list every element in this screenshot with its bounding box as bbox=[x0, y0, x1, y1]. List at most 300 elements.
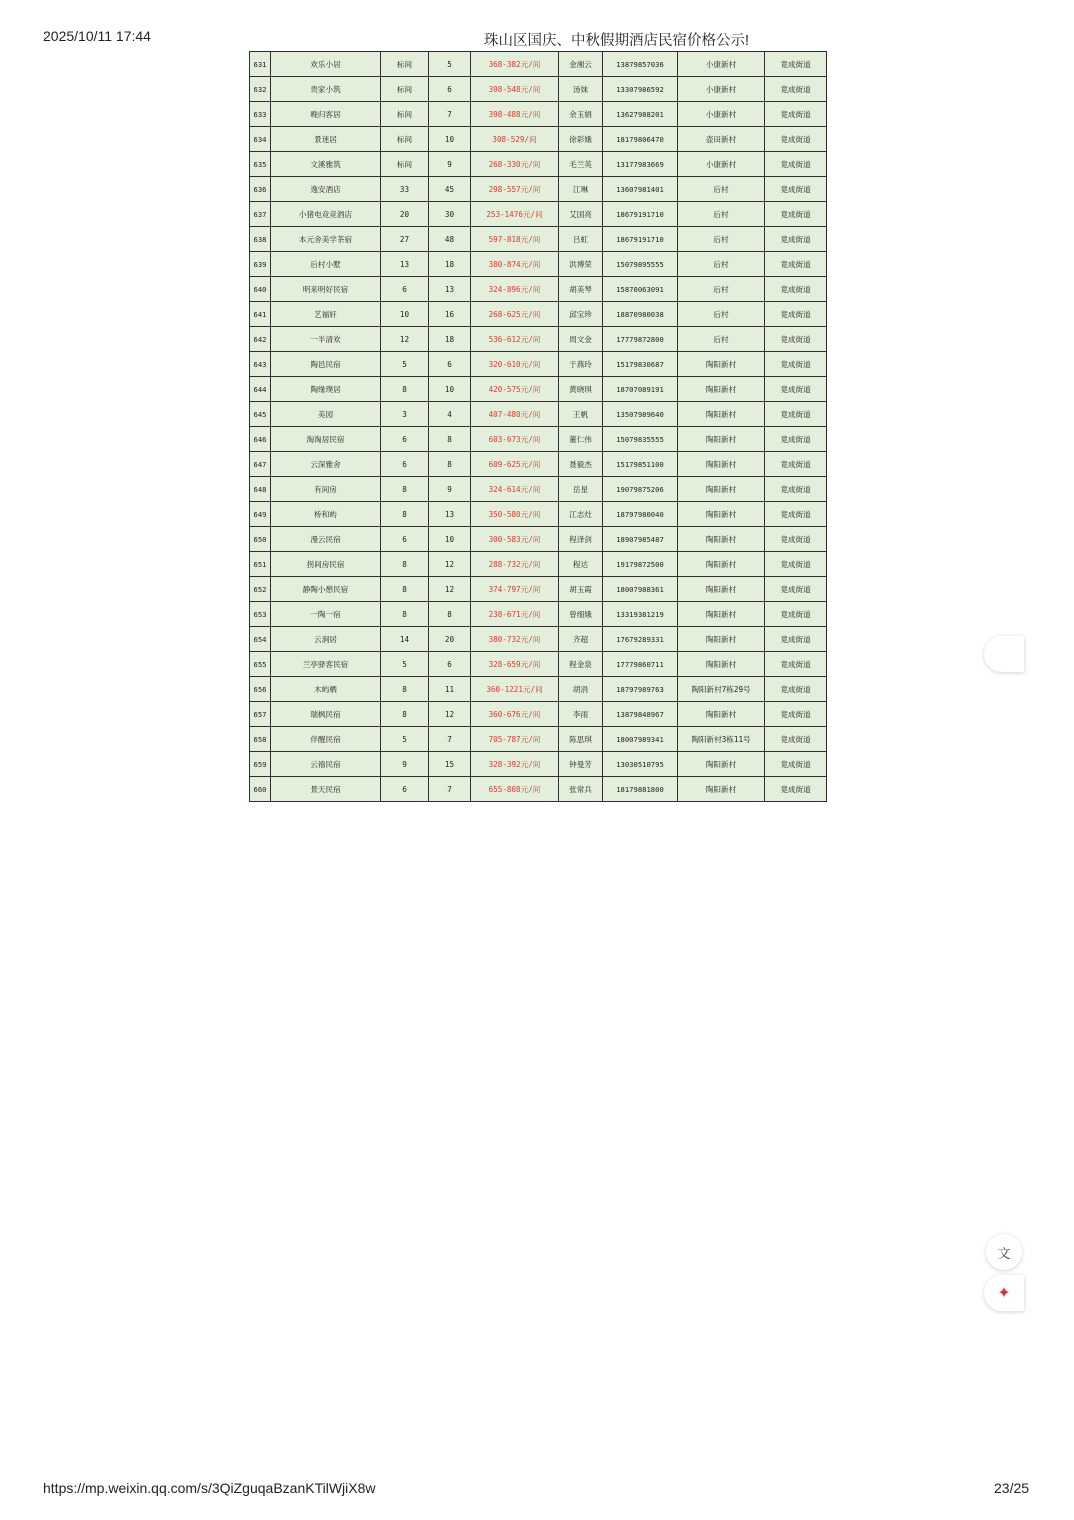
address-cell: 陶阳新村 bbox=[678, 377, 765, 402]
price-range-cell: 398-488元/间 bbox=[471, 102, 559, 127]
phone-number-cell: 18870980038 bbox=[603, 302, 678, 327]
price-range-cell: 298-557元/间 bbox=[471, 177, 559, 202]
contact-name-cell: 聂毅杰 bbox=[559, 452, 603, 477]
table-row bbox=[250, 702, 827, 727]
room-type-cell: 8 bbox=[381, 602, 429, 627]
address-cell: 陶阳新村 bbox=[678, 452, 765, 477]
contact-name-cell: 吕虹 bbox=[559, 227, 603, 252]
document-title: 珠山区国庆、中秋假期酒店民宿价格公示! bbox=[484, 33, 750, 49]
table-row bbox=[250, 52, 827, 77]
room-count-cell: 4 bbox=[429, 402, 471, 427]
row-id-cell: 645 bbox=[250, 402, 271, 427]
price-range-cell: 350-580元/间 bbox=[471, 502, 559, 527]
price-range-cell: 597-818元/间 bbox=[471, 227, 559, 252]
table-row bbox=[250, 202, 827, 227]
address-cell: 后村 bbox=[678, 302, 765, 327]
street-cell: 竟成街道 bbox=[765, 452, 827, 477]
price-range-cell: 308-529/间 bbox=[471, 127, 559, 152]
price-range-cell: 268-330元/间 bbox=[471, 152, 559, 177]
address-cell: 小康新村 bbox=[678, 77, 765, 102]
room-type-cell: 5 bbox=[381, 652, 429, 677]
phone-number-cell: 15870063091 bbox=[603, 277, 678, 302]
price-range-cell: 328-392元/间 bbox=[471, 752, 559, 777]
table-row bbox=[250, 752, 827, 777]
street-cell: 竟成街道 bbox=[765, 227, 827, 252]
table-row bbox=[250, 227, 827, 252]
room-count-cell: 10 bbox=[429, 377, 471, 402]
room-type-cell: 6 bbox=[381, 527, 429, 552]
property-name-cell: 一陶一宿 bbox=[271, 602, 381, 627]
page-number: 23/25 bbox=[994, 1480, 1030, 1496]
table-row bbox=[250, 177, 827, 202]
property-name-cell: 漫云民宿 bbox=[271, 527, 381, 552]
row-id-cell: 658 bbox=[250, 727, 271, 752]
address-cell: 小康新村 bbox=[678, 152, 765, 177]
street-cell: 竟成街道 bbox=[765, 402, 827, 427]
property-name-cell: 有间房 bbox=[271, 477, 381, 502]
property-name-cell: 艺福轩 bbox=[271, 302, 381, 327]
room-count-cell: 5 bbox=[429, 52, 471, 77]
street-cell: 竟成街道 bbox=[765, 602, 827, 627]
table-row bbox=[250, 302, 827, 327]
price-range-cell: 655-808元/间 bbox=[471, 777, 559, 802]
street-cell: 竟成街道 bbox=[765, 577, 827, 602]
table-row bbox=[250, 252, 827, 277]
property-name-cell: 陶缘璞居 bbox=[271, 377, 381, 402]
street-cell: 竟成街道 bbox=[765, 752, 827, 777]
phone-number-cell: 13607981401 bbox=[603, 177, 678, 202]
price-range-cell: 328-659元/间 bbox=[471, 652, 559, 677]
contact-name-cell: 余玉娟 bbox=[559, 102, 603, 127]
price-range-cell: 374-797元/间 bbox=[471, 577, 559, 602]
contact-name-cell: 王帆 bbox=[559, 402, 603, 427]
print-date: 2025/10/11 17:44 bbox=[43, 28, 151, 44]
phone-number-cell: 18679191710 bbox=[603, 227, 678, 252]
contact-name-cell: 邱宝珍 bbox=[559, 302, 603, 327]
phone-number-cell: 13879857036 bbox=[603, 52, 678, 77]
property-name-cell: 桥和屿 bbox=[271, 502, 381, 527]
price-range-cell: 320-610元/间 bbox=[471, 352, 559, 377]
table-row bbox=[250, 477, 827, 502]
contact-name-cell: 陈思琪 bbox=[559, 727, 603, 752]
row-id-cell: 648 bbox=[250, 477, 271, 502]
address-cell: 小康新村 bbox=[678, 102, 765, 127]
room-count-cell: 12 bbox=[429, 702, 471, 727]
contact-name-cell: 江琳 bbox=[559, 177, 603, 202]
table-row bbox=[250, 677, 827, 702]
room-count-cell: 45 bbox=[429, 177, 471, 202]
phone-number-cell: 13307986592 bbox=[603, 77, 678, 102]
price-range-cell: 300-583元/间 bbox=[471, 527, 559, 552]
price-range-cell: 380-874元/间 bbox=[471, 252, 559, 277]
property-name-cell: 伴醒民宿 bbox=[271, 727, 381, 752]
row-id-cell: 660 bbox=[250, 777, 271, 802]
table-row bbox=[250, 427, 827, 452]
price-range-cell: 398-548元/间 bbox=[471, 77, 559, 102]
row-id-cell: 639 bbox=[250, 252, 271, 277]
address-cell: 后村 bbox=[678, 252, 765, 277]
room-type-cell: 5 bbox=[381, 352, 429, 377]
phone-number-cell: 19079875206 bbox=[603, 477, 678, 502]
row-id-cell: 651 bbox=[250, 552, 271, 577]
room-count-cell: 6 bbox=[429, 77, 471, 102]
room-count-cell: 30 bbox=[429, 202, 471, 227]
contact-name-cell: 钟曼芳 bbox=[559, 752, 603, 777]
price-range-cell: 253-1476元/间 bbox=[471, 202, 559, 227]
price-range-cell: 324-614元/间 bbox=[471, 477, 559, 502]
property-name-cell: 晚归客居 bbox=[271, 102, 381, 127]
street-cell: 竟成街道 bbox=[765, 477, 827, 502]
room-count-cell: 8 bbox=[429, 452, 471, 477]
row-id-cell: 646 bbox=[250, 427, 271, 452]
address-cell: 后村 bbox=[678, 327, 765, 352]
translate-icon: 文 bbox=[997, 1245, 1011, 1261]
property-name-cell: 小猪电竞竞酒店 bbox=[271, 202, 381, 227]
table-row bbox=[250, 127, 827, 152]
street-cell: 竟成街道 bbox=[765, 302, 827, 327]
room-type-cell: 8 bbox=[381, 552, 429, 577]
address-cell: 后村 bbox=[678, 202, 765, 227]
room-type-cell: 3 bbox=[381, 402, 429, 427]
price-range-cell: 603-673元/间 bbox=[471, 427, 559, 452]
price-range-cell: 368-382元/间 bbox=[471, 52, 559, 77]
room-count-cell: 8 bbox=[429, 602, 471, 627]
property-name-cell: 瑞枫民宿 bbox=[271, 702, 381, 727]
room-count-cell: 7 bbox=[429, 727, 471, 752]
property-name-cell: 淘淘居民宿 bbox=[271, 427, 381, 452]
room-count-cell: 13 bbox=[429, 502, 471, 527]
row-id-cell: 652 bbox=[250, 577, 271, 602]
street-cell: 竟成街道 bbox=[765, 677, 827, 702]
room-type-cell: 5 bbox=[381, 727, 429, 752]
property-name-cell: 逸安酒店 bbox=[271, 177, 381, 202]
room-type-cell: 标间 bbox=[381, 127, 429, 152]
street-cell: 竟成街道 bbox=[765, 377, 827, 402]
contact-name-cell: 胡涓 bbox=[559, 677, 603, 702]
row-id-cell: 641 bbox=[250, 302, 271, 327]
room-type-cell: 标间 bbox=[381, 102, 429, 127]
phone-number-cell: 17779872800 bbox=[603, 327, 678, 352]
room-count-cell: 10 bbox=[429, 527, 471, 552]
contact-name-cell: 徐彩娥 bbox=[559, 127, 603, 152]
property-name-cell: 木屿栖 bbox=[271, 677, 381, 702]
address-cell: 陶阳新村 bbox=[678, 577, 765, 602]
street-cell: 竟成街道 bbox=[765, 277, 827, 302]
room-type-cell: 10 bbox=[381, 302, 429, 327]
address-cell: 陶阳新村 bbox=[678, 552, 765, 577]
address-cell: 陶阳新村7栋29号 bbox=[678, 677, 765, 702]
room-count-cell: 7 bbox=[429, 777, 471, 802]
room-type-cell: 8 bbox=[381, 702, 429, 727]
row-id-cell: 635 bbox=[250, 152, 271, 177]
table-row bbox=[250, 602, 827, 627]
street-cell: 竟成街道 bbox=[765, 102, 827, 127]
room-type-cell: 14 bbox=[381, 627, 429, 652]
phone-number-cell: 18797989763 bbox=[603, 677, 678, 702]
room-count-cell: 6 bbox=[429, 652, 471, 677]
room-count-cell: 18 bbox=[429, 252, 471, 277]
property-name-cell: 景迷居 bbox=[271, 127, 381, 152]
phone-number-cell: 13319381219 bbox=[603, 602, 678, 627]
row-id-cell: 653 bbox=[250, 602, 271, 627]
street-cell: 竟成街道 bbox=[765, 652, 827, 677]
phone-number-cell: 13177983669 bbox=[603, 152, 678, 177]
phone-number-cell: 18679191710 bbox=[603, 202, 678, 227]
property-name-cell: 文溪雅筑 bbox=[271, 152, 381, 177]
property-name-cell: 景天民宿 bbox=[271, 777, 381, 802]
property-name-cell: 陶邑民宿 bbox=[271, 352, 381, 377]
contact-name-cell: 程泽剑 bbox=[559, 527, 603, 552]
room-type-cell: 6 bbox=[381, 777, 429, 802]
address-cell: 陶阳新村 bbox=[678, 627, 765, 652]
contact-name-cell: 李雨 bbox=[559, 702, 603, 727]
phone-number-cell: 18707089191 bbox=[603, 377, 678, 402]
table-row bbox=[250, 152, 827, 177]
property-name-cell: 云禧民宿 bbox=[271, 752, 381, 777]
row-id-cell: 632 bbox=[250, 77, 271, 102]
room-type-cell: 6 bbox=[381, 452, 429, 477]
street-cell: 竟成街道 bbox=[765, 152, 827, 177]
phone-number-cell: 18007988361 bbox=[603, 577, 678, 602]
property-name-cell: 云深雅舍 bbox=[271, 452, 381, 477]
address-cell: 小康新村 bbox=[678, 52, 765, 77]
row-id-cell: 654 bbox=[250, 627, 271, 652]
room-count-cell: 10 bbox=[429, 127, 471, 152]
contact-name-cell: 胡美琴 bbox=[559, 277, 603, 302]
row-id-cell: 647 bbox=[250, 452, 271, 477]
table-row bbox=[250, 652, 827, 677]
address-cell: 后村 bbox=[678, 227, 765, 252]
room-type-cell: 20 bbox=[381, 202, 429, 227]
address-cell: 陶阳新村 bbox=[678, 502, 765, 527]
phone-number-cell: 18179881800 bbox=[603, 777, 678, 802]
row-id-cell: 631 bbox=[250, 52, 271, 77]
street-cell: 竟成街道 bbox=[765, 552, 827, 577]
street-cell: 竟成街道 bbox=[765, 777, 827, 802]
row-id-cell: 640 bbox=[250, 277, 271, 302]
room-count-cell: 6 bbox=[429, 352, 471, 377]
table-row bbox=[250, 352, 827, 377]
row-id-cell: 637 bbox=[250, 202, 271, 227]
row-id-cell: 638 bbox=[250, 227, 271, 252]
phone-number-cell: 15179851100 bbox=[603, 452, 678, 477]
property-name-cell: 静陶小憩民宿 bbox=[271, 577, 381, 602]
street-cell: 竟成街道 bbox=[765, 127, 827, 152]
room-type-cell: 标间 bbox=[381, 152, 429, 177]
table-row bbox=[250, 502, 827, 527]
plugin-icon: ✦ bbox=[997, 1285, 1011, 1302]
room-type-cell: 33 bbox=[381, 177, 429, 202]
contact-name-cell: 洪博荣 bbox=[559, 252, 603, 277]
room-count-cell: 11 bbox=[429, 677, 471, 702]
street-cell: 竟成街道 bbox=[765, 252, 827, 277]
address-cell: 陶阳新村 bbox=[678, 527, 765, 552]
contact-name-cell: 岳星 bbox=[559, 477, 603, 502]
room-count-cell: 8 bbox=[429, 427, 471, 452]
address-cell: 陶阳新村 bbox=[678, 402, 765, 427]
address-cell: 陶阳新村 bbox=[678, 427, 765, 452]
contact-name-cell: 金湘云 bbox=[559, 52, 603, 77]
contact-name-cell: 周文金 bbox=[559, 327, 603, 352]
property-name-cell: 本元舍美学茶宿 bbox=[271, 227, 381, 252]
plugin-button[interactable] bbox=[984, 1275, 1024, 1311]
address-cell: 陶阳新村 bbox=[678, 652, 765, 677]
room-type-cell: 27 bbox=[381, 227, 429, 252]
price-table bbox=[249, 51, 827, 802]
contact-name-cell: 曾细娥 bbox=[559, 602, 603, 627]
room-type-cell: 8 bbox=[381, 377, 429, 402]
phone-number-cell: 15079895555 bbox=[603, 252, 678, 277]
street-cell: 竟成街道 bbox=[765, 352, 827, 377]
room-count-cell: 7 bbox=[429, 102, 471, 127]
address-cell: 壶田新村 bbox=[678, 127, 765, 152]
property-name-cell: 贵家小筑 bbox=[271, 77, 381, 102]
price-range-cell: 324-896元/间 bbox=[471, 277, 559, 302]
table-row bbox=[250, 777, 827, 802]
row-id-cell: 644 bbox=[250, 377, 271, 402]
room-type-cell: 标间 bbox=[381, 52, 429, 77]
room-count-cell: 20 bbox=[429, 627, 471, 652]
price-range-cell: 609-625元/间 bbox=[471, 452, 559, 477]
table-row bbox=[250, 277, 827, 302]
price-range-cell: 360-676元/间 bbox=[471, 702, 559, 727]
price-range-cell: 536-612元/间 bbox=[471, 327, 559, 352]
table-row bbox=[250, 727, 827, 752]
contact-name-cell: 程达 bbox=[559, 552, 603, 577]
street-cell: 竟成街道 bbox=[765, 427, 827, 452]
property-name-cell: 一半清欢 bbox=[271, 327, 381, 352]
street-cell: 竟成街道 bbox=[765, 627, 827, 652]
room-count-cell: 9 bbox=[429, 477, 471, 502]
phone-number-cell: 13627988201 bbox=[603, 102, 678, 127]
property-name-cell: 欢乐小居 bbox=[271, 52, 381, 77]
room-count-cell: 12 bbox=[429, 552, 471, 577]
contact-name-cell: 艾国亮 bbox=[559, 202, 603, 227]
price-range-cell: 380-732元/间 bbox=[471, 627, 559, 652]
address-cell: 陶阳新村 bbox=[678, 702, 765, 727]
phone-number-cell: 18907985487 bbox=[603, 527, 678, 552]
contact-name-cell: 齐超 bbox=[559, 627, 603, 652]
contact-name-cell: 江志灶 bbox=[559, 502, 603, 527]
property-name-cell: 美园 bbox=[271, 402, 381, 427]
table-row bbox=[250, 552, 827, 577]
street-cell: 竟成街道 bbox=[765, 202, 827, 227]
room-count-cell: 15 bbox=[429, 752, 471, 777]
row-id-cell: 634 bbox=[250, 127, 271, 152]
room-count-cell: 48 bbox=[429, 227, 471, 252]
contact-name-cell: 汤妹 bbox=[559, 77, 603, 102]
side-tab-button[interactable] bbox=[984, 636, 1024, 672]
table-row bbox=[250, 102, 827, 127]
phone-number-cell: 17779860711 bbox=[603, 652, 678, 677]
row-id-cell: 649 bbox=[250, 502, 271, 527]
table-row bbox=[250, 527, 827, 552]
phone-number-cell: 18179806470 bbox=[603, 127, 678, 152]
row-id-cell: 656 bbox=[250, 677, 271, 702]
address-cell: 陶阳新村 bbox=[678, 752, 765, 777]
street-cell: 竟成街道 bbox=[765, 727, 827, 752]
address-cell: 陶阳新村 bbox=[678, 352, 765, 377]
price-range-cell: 360-1221元/间 bbox=[471, 677, 559, 702]
address-cell: 陶阳新村 bbox=[678, 777, 765, 802]
phone-number-cell: 15179830687 bbox=[603, 352, 678, 377]
row-id-cell: 650 bbox=[250, 527, 271, 552]
contact-name-cell: 程金泉 bbox=[559, 652, 603, 677]
address-cell: 陶阳新村 bbox=[678, 477, 765, 502]
row-id-cell: 636 bbox=[250, 177, 271, 202]
room-type-cell: 6 bbox=[381, 277, 429, 302]
row-id-cell: 633 bbox=[250, 102, 271, 127]
street-cell: 竟成街道 bbox=[765, 52, 827, 77]
table-row bbox=[250, 77, 827, 102]
price-range-cell: 420-575元/间 bbox=[471, 377, 559, 402]
phone-number-cell: 13879848967 bbox=[603, 702, 678, 727]
property-name-cell: 后村小墅 bbox=[271, 252, 381, 277]
phone-number-cell: 17679289331 bbox=[603, 627, 678, 652]
phone-number-cell: 19179872500 bbox=[603, 552, 678, 577]
room-type-cell: 8 bbox=[381, 477, 429, 502]
row-id-cell: 655 bbox=[250, 652, 271, 677]
room-count-cell: 12 bbox=[429, 577, 471, 602]
table-row bbox=[250, 577, 827, 602]
address-cell: 后村 bbox=[678, 177, 765, 202]
contact-name-cell: 张常兵 bbox=[559, 777, 603, 802]
room-type-cell: 13 bbox=[381, 252, 429, 277]
phone-number-cell: 18797980040 bbox=[603, 502, 678, 527]
row-id-cell: 643 bbox=[250, 352, 271, 377]
table-row bbox=[250, 377, 827, 402]
contact-name-cell: 毛兰英 bbox=[559, 152, 603, 177]
price-range-cell: 288-732元/间 bbox=[471, 552, 559, 577]
translate-button[interactable] bbox=[986, 1234, 1022, 1270]
room-count-cell: 13 bbox=[429, 277, 471, 302]
row-id-cell: 659 bbox=[250, 752, 271, 777]
address-cell: 后村 bbox=[678, 277, 765, 302]
contact-name-cell: 于燕玲 bbox=[559, 352, 603, 377]
property-name-cell: 兰亭驿客民宿 bbox=[271, 652, 381, 677]
table-row bbox=[250, 452, 827, 477]
row-id-cell: 657 bbox=[250, 702, 271, 727]
property-name-cell: 明来明好民宿 bbox=[271, 277, 381, 302]
street-cell: 竟成街道 bbox=[765, 327, 827, 352]
street-cell: 竟成街道 bbox=[765, 502, 827, 527]
contact-name-cell: 胡玉霞 bbox=[559, 577, 603, 602]
room-type-cell: 8 bbox=[381, 577, 429, 602]
address-cell: 陶阳新村3栋11号 bbox=[678, 727, 765, 752]
price-range-cell: 407-480元/间 bbox=[471, 402, 559, 427]
price-range-cell: 705-787元/间 bbox=[471, 727, 559, 752]
room-count-cell: 18 bbox=[429, 327, 471, 352]
street-cell: 竟成街道 bbox=[765, 77, 827, 102]
contact-name-cell: 黄晓琪 bbox=[559, 377, 603, 402]
address-cell: 陶阳新村 bbox=[678, 602, 765, 627]
contact-name-cell: 董仁伟 bbox=[559, 427, 603, 452]
table-row bbox=[250, 402, 827, 427]
property-name-cell: 云涧居 bbox=[271, 627, 381, 652]
phone-number-cell: 13030510795 bbox=[603, 752, 678, 777]
price-range-cell: 238-671元/间 bbox=[471, 602, 559, 627]
street-cell: 竟成街道 bbox=[765, 702, 827, 727]
property-name-cell: 拐间房民宿 bbox=[271, 552, 381, 577]
room-count-cell: 16 bbox=[429, 302, 471, 327]
room-type-cell: 6 bbox=[381, 427, 429, 452]
room-type-cell: 12 bbox=[381, 327, 429, 352]
room-count-cell: 9 bbox=[429, 152, 471, 177]
room-type-cell: 8 bbox=[381, 677, 429, 702]
phone-number-cell: 13507989640 bbox=[603, 402, 678, 427]
phone-number-cell: 18007989341 bbox=[603, 727, 678, 752]
row-id-cell: 642 bbox=[250, 327, 271, 352]
